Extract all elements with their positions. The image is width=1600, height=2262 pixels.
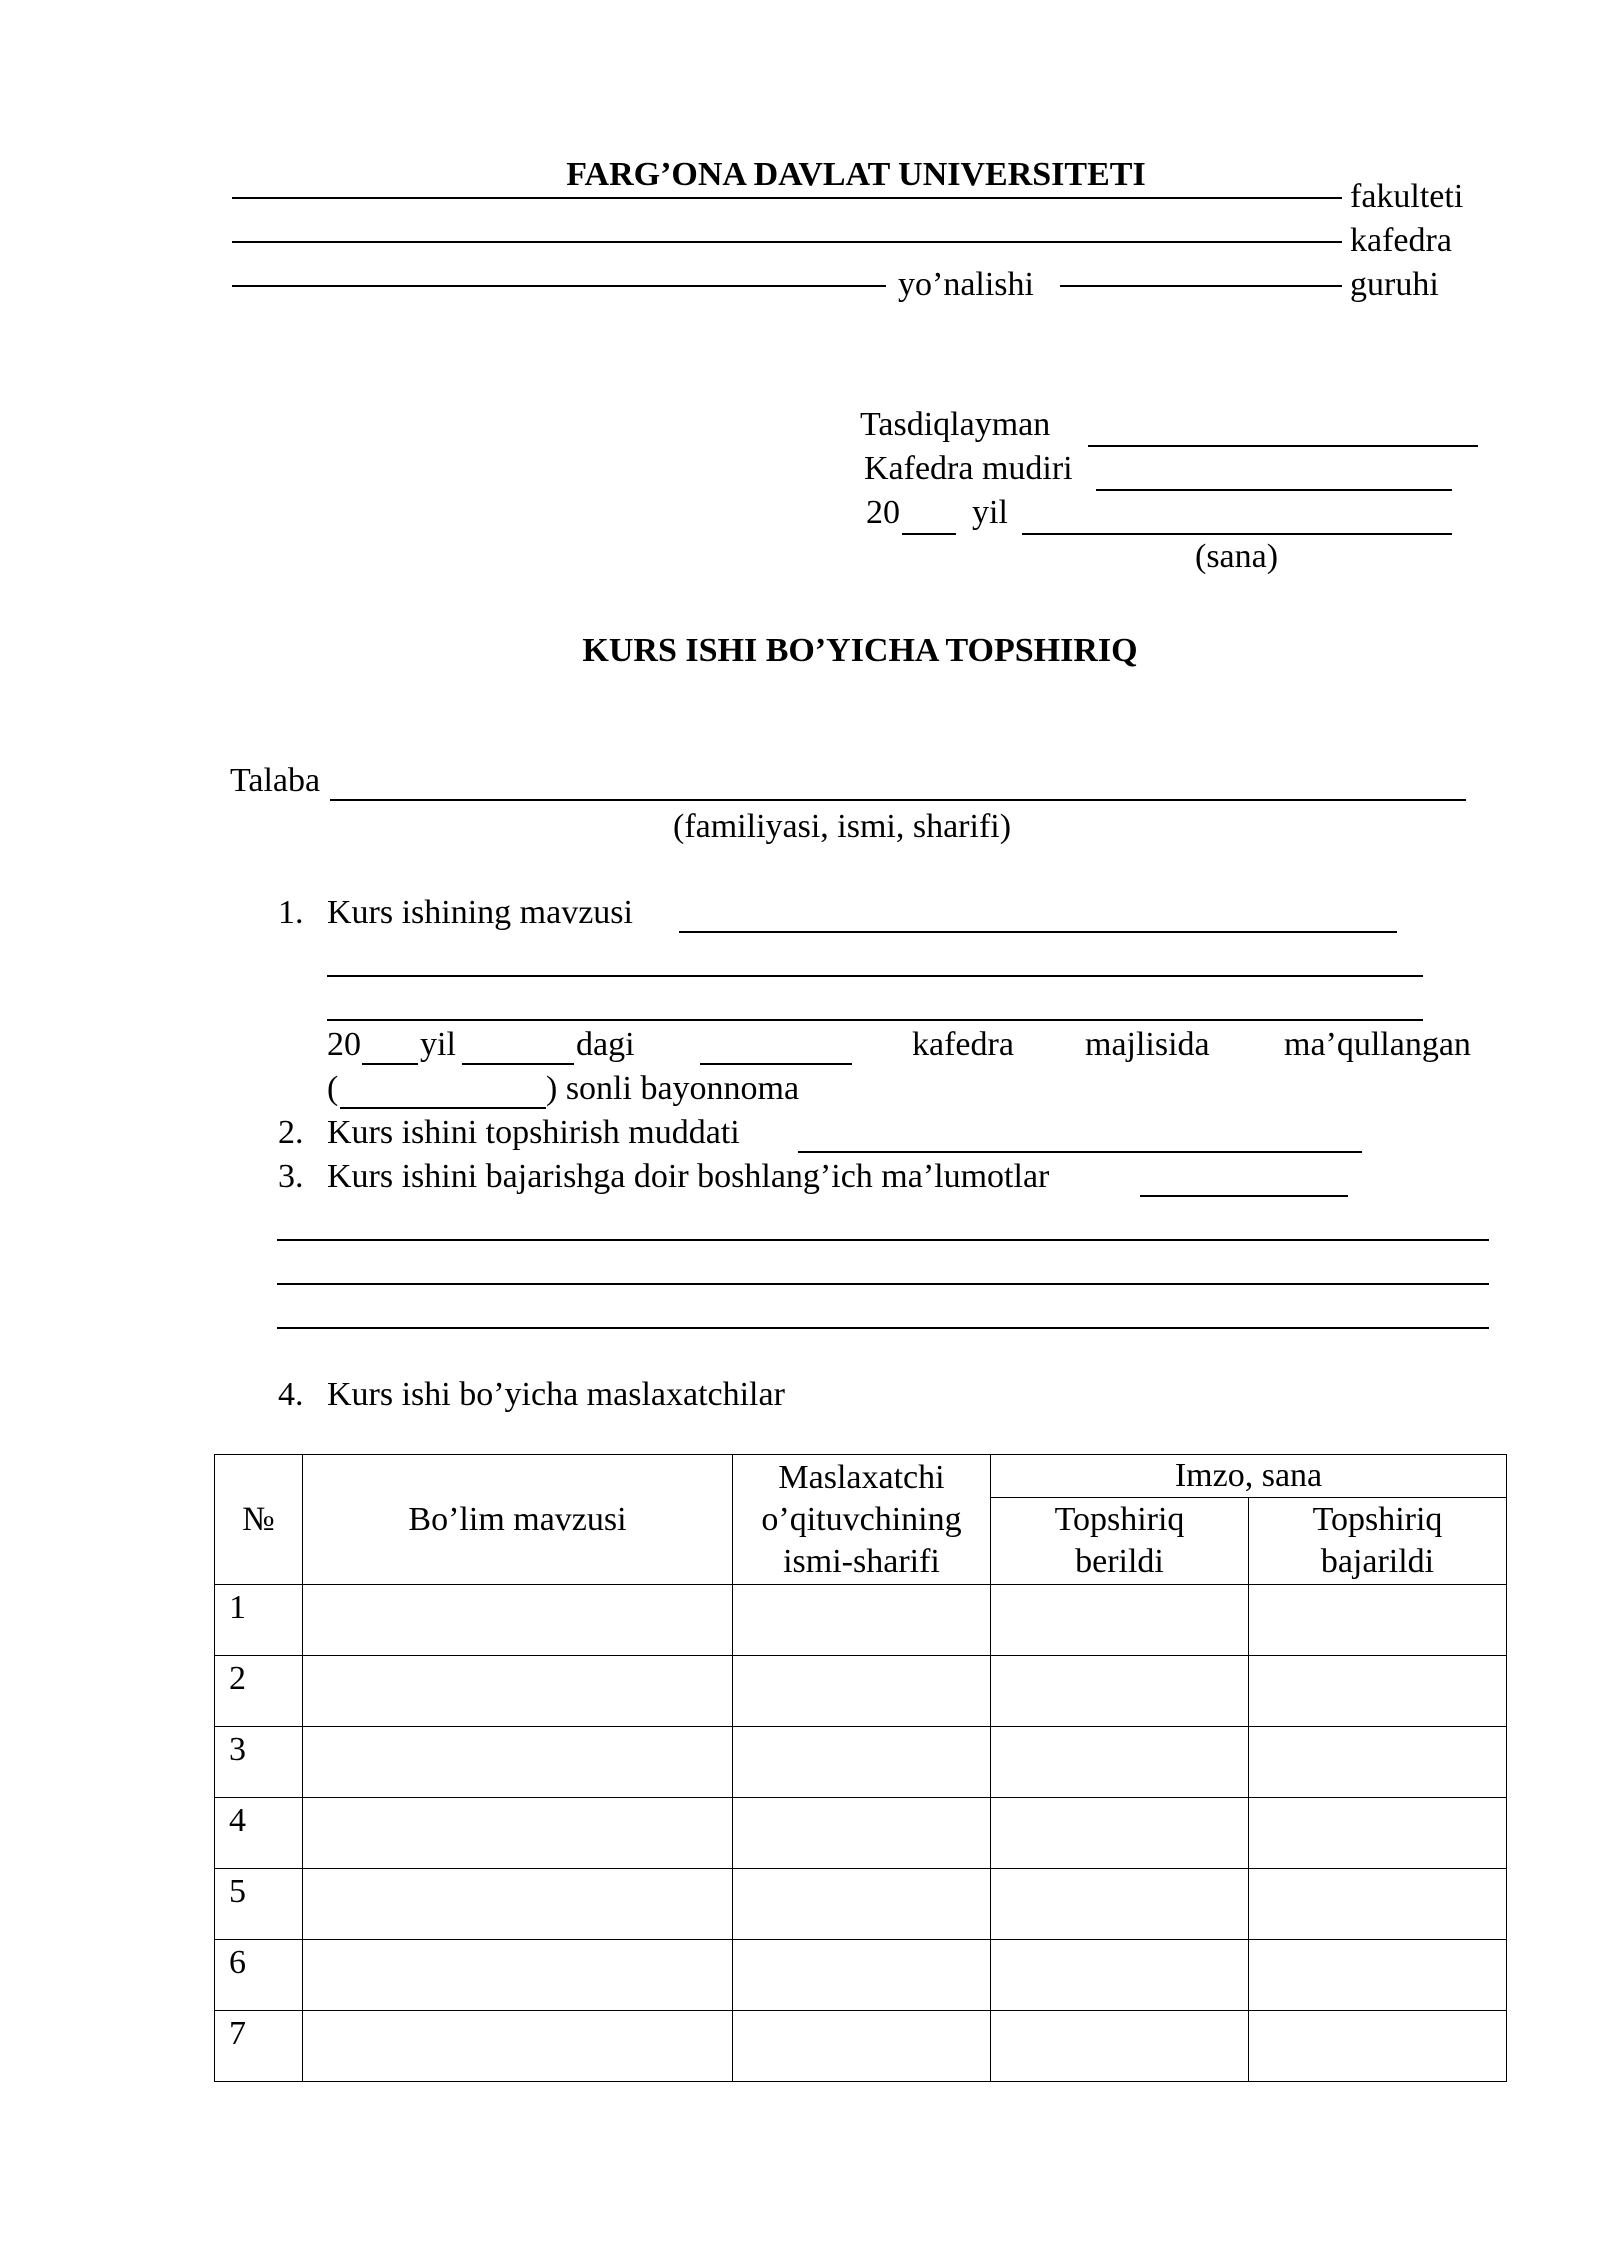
item1-approval-majlisida: majlisida bbox=[1085, 1026, 1210, 1063]
group-blank-line bbox=[1060, 285, 1342, 287]
advisor-header-line-2: o’qituvchining bbox=[761, 1500, 962, 1538]
advisor-cell[interactable] bbox=[733, 1869, 991, 1940]
direction-blank-line bbox=[232, 285, 886, 287]
advisor-cell[interactable] bbox=[733, 1727, 991, 1798]
approval-year-label: yil bbox=[972, 494, 1008, 531]
item1-protocol-blank bbox=[340, 1107, 546, 1109]
item3-data-line-3 bbox=[277, 1283, 1489, 1285]
advisor-cell[interactable] bbox=[733, 1940, 991, 2011]
item1-day-blank bbox=[462, 1063, 574, 1065]
column-header-task-done bbox=[1249, 1498, 1507, 1585]
task-done-cell[interactable] bbox=[1249, 1656, 1507, 1727]
item2-number: 2. bbox=[278, 1114, 304, 1151]
column-header-task-given bbox=[991, 1498, 1249, 1585]
department-blank-line bbox=[232, 241, 1342, 243]
section-cell[interactable] bbox=[303, 1869, 733, 1940]
task-given-line-1: Topshiriq bbox=[1054, 1501, 1185, 1538]
task-given-cell[interactable] bbox=[991, 1727, 1249, 1798]
advisor-cell[interactable] bbox=[733, 2011, 991, 2082]
table-row bbox=[215, 2011, 1507, 2082]
row-number: 6 bbox=[215, 1940, 303, 2011]
table-row bbox=[215, 1940, 1507, 2011]
task-done-line-2: bajarildi bbox=[1320, 1543, 1435, 1580]
advisors-table bbox=[214, 1454, 1507, 2082]
row-number: 4 bbox=[215, 1798, 303, 1869]
item3-data-line-1 bbox=[1140, 1195, 1348, 1197]
task-given-cell[interactable] bbox=[991, 1585, 1249, 1656]
column-header-section: Bo’lim mavzusi bbox=[303, 1455, 733, 1585]
section-cell[interactable] bbox=[303, 1798, 733, 1869]
section-cell[interactable] bbox=[303, 1727, 733, 1798]
faculty-label: fakulteti bbox=[1350, 178, 1464, 215]
table-row bbox=[215, 1869, 1507, 1940]
item1-year-blank bbox=[362, 1063, 418, 1065]
group-label: guruhi bbox=[1350, 266, 1439, 303]
task-given-cell[interactable] bbox=[991, 1869, 1249, 1940]
item3-data-line-4 bbox=[277, 1327, 1489, 1329]
approve-label: Tasdiqlayman bbox=[860, 406, 1051, 443]
row-number: 1 bbox=[215, 1585, 303, 1656]
column-header-number: № bbox=[215, 1455, 303, 1585]
row-number: 5 bbox=[215, 1869, 303, 1940]
section-cell[interactable] bbox=[303, 2011, 733, 2082]
table-row bbox=[215, 1585, 1507, 1656]
item3-text: Kurs ishini bajarishga doir boshlang’ich ma’lumotlar bbox=[327, 1158, 1050, 1195]
table-row bbox=[215, 1656, 1507, 1727]
row-number: 2 bbox=[215, 1656, 303, 1727]
department-head-line bbox=[1096, 489, 1452, 491]
faculty-blank-line bbox=[232, 197, 1342, 199]
item1-approval-year: 20 bbox=[327, 1026, 361, 1063]
approval-year-prefix: 20 bbox=[866, 494, 900, 531]
item1-approval-dagi: dagi bbox=[576, 1026, 635, 1063]
item4-number: 4. bbox=[278, 1376, 304, 1413]
advisor-header-line-3: ismi-sharifi bbox=[783, 1542, 940, 1580]
item1-month-blank bbox=[700, 1063, 852, 1065]
item3-number: 3. bbox=[278, 1158, 304, 1195]
department-label: kafedra bbox=[1350, 222, 1452, 259]
task-done-cell[interactable] bbox=[1249, 1798, 1507, 1869]
task-done-cell[interactable] bbox=[1249, 2011, 1507, 2082]
student-name-line bbox=[330, 799, 1466, 801]
item4-text: Kurs ishi bo’yicha maslaxatchilar bbox=[327, 1376, 785, 1413]
item1-protocol-close: ) sonli bayonnoma bbox=[546, 1070, 800, 1107]
item1-approval-kafedra: kafedra bbox=[912, 1026, 1014, 1063]
department-head-label: Kafedra mudiri bbox=[864, 450, 1073, 487]
item1-approval-maqullangan: ma’qullangan bbox=[1284, 1026, 1471, 1063]
column-header-advisor bbox=[733, 1455, 991, 1585]
item1-text: Kurs ishining mavzusi bbox=[327, 894, 633, 931]
row-number: 3 bbox=[215, 1727, 303, 1798]
item1-protocol-open: ( bbox=[327, 1070, 339, 1107]
student-name-note: (familiyasi, ismi, sharifi) bbox=[673, 808, 1012, 845]
advisor-cell[interactable] bbox=[733, 1798, 991, 1869]
table-row bbox=[215, 1798, 1507, 1869]
task-done-cell[interactable] bbox=[1249, 1727, 1507, 1798]
university-name: FARG’ONA DAVLAT UNIVERSITETI bbox=[566, 156, 1146, 193]
approval-year-blank bbox=[902, 533, 956, 535]
approve-signature-line bbox=[1088, 445, 1478, 447]
item1-approval-yil: yil bbox=[420, 1026, 456, 1063]
row-number: 7 bbox=[215, 2011, 303, 2082]
advisor-header-line-1: Maslaxatchi bbox=[778, 1458, 945, 1496]
task-done-cell[interactable] bbox=[1249, 1869, 1507, 1940]
item1-topic-line-2 bbox=[327, 975, 1423, 977]
item1-number: 1. bbox=[278, 894, 304, 931]
advisor-cell[interactable] bbox=[733, 1656, 991, 1727]
task-done-line-1: Topshiriq bbox=[1312, 1501, 1443, 1538]
approval-date-line bbox=[1022, 533, 1452, 535]
item3-data-line-2 bbox=[277, 1239, 1489, 1241]
column-header-signature-date: Imzo, sana bbox=[991, 1455, 1507, 1498]
direction-label: yo’nalishi bbox=[898, 266, 1034, 303]
student-label: Talaba bbox=[230, 762, 321, 799]
task-given-cell[interactable] bbox=[991, 2011, 1249, 2082]
section-cell[interactable] bbox=[303, 1585, 733, 1656]
item1-topic-line-3 bbox=[327, 1019, 1423, 1021]
task-given-line-2: berildi bbox=[1075, 1543, 1164, 1580]
section-cell[interactable] bbox=[303, 1656, 733, 1727]
item2-deadline-line bbox=[798, 1151, 1362, 1153]
task-given-cell[interactable] bbox=[991, 1798, 1249, 1869]
approval-date-note: (sana) bbox=[1195, 538, 1279, 575]
table-row bbox=[215, 1727, 1507, 1798]
item2-text: Kurs ishini topshirish muddati bbox=[327, 1114, 740, 1151]
section-cell[interactable] bbox=[303, 1940, 733, 2011]
item1-topic-line-1 bbox=[679, 931, 1397, 933]
task-given-cell[interactable] bbox=[991, 1940, 1249, 2011]
task-done-cell[interactable] bbox=[1249, 1940, 1507, 2011]
task-done-cell[interactable] bbox=[1249, 1585, 1507, 1656]
advisor-cell[interactable] bbox=[733, 1585, 991, 1656]
task-given-cell[interactable] bbox=[991, 1656, 1249, 1727]
document-title: KURS ISHI BO’YICHA TOPSHIRIQ bbox=[582, 632, 1138, 669]
